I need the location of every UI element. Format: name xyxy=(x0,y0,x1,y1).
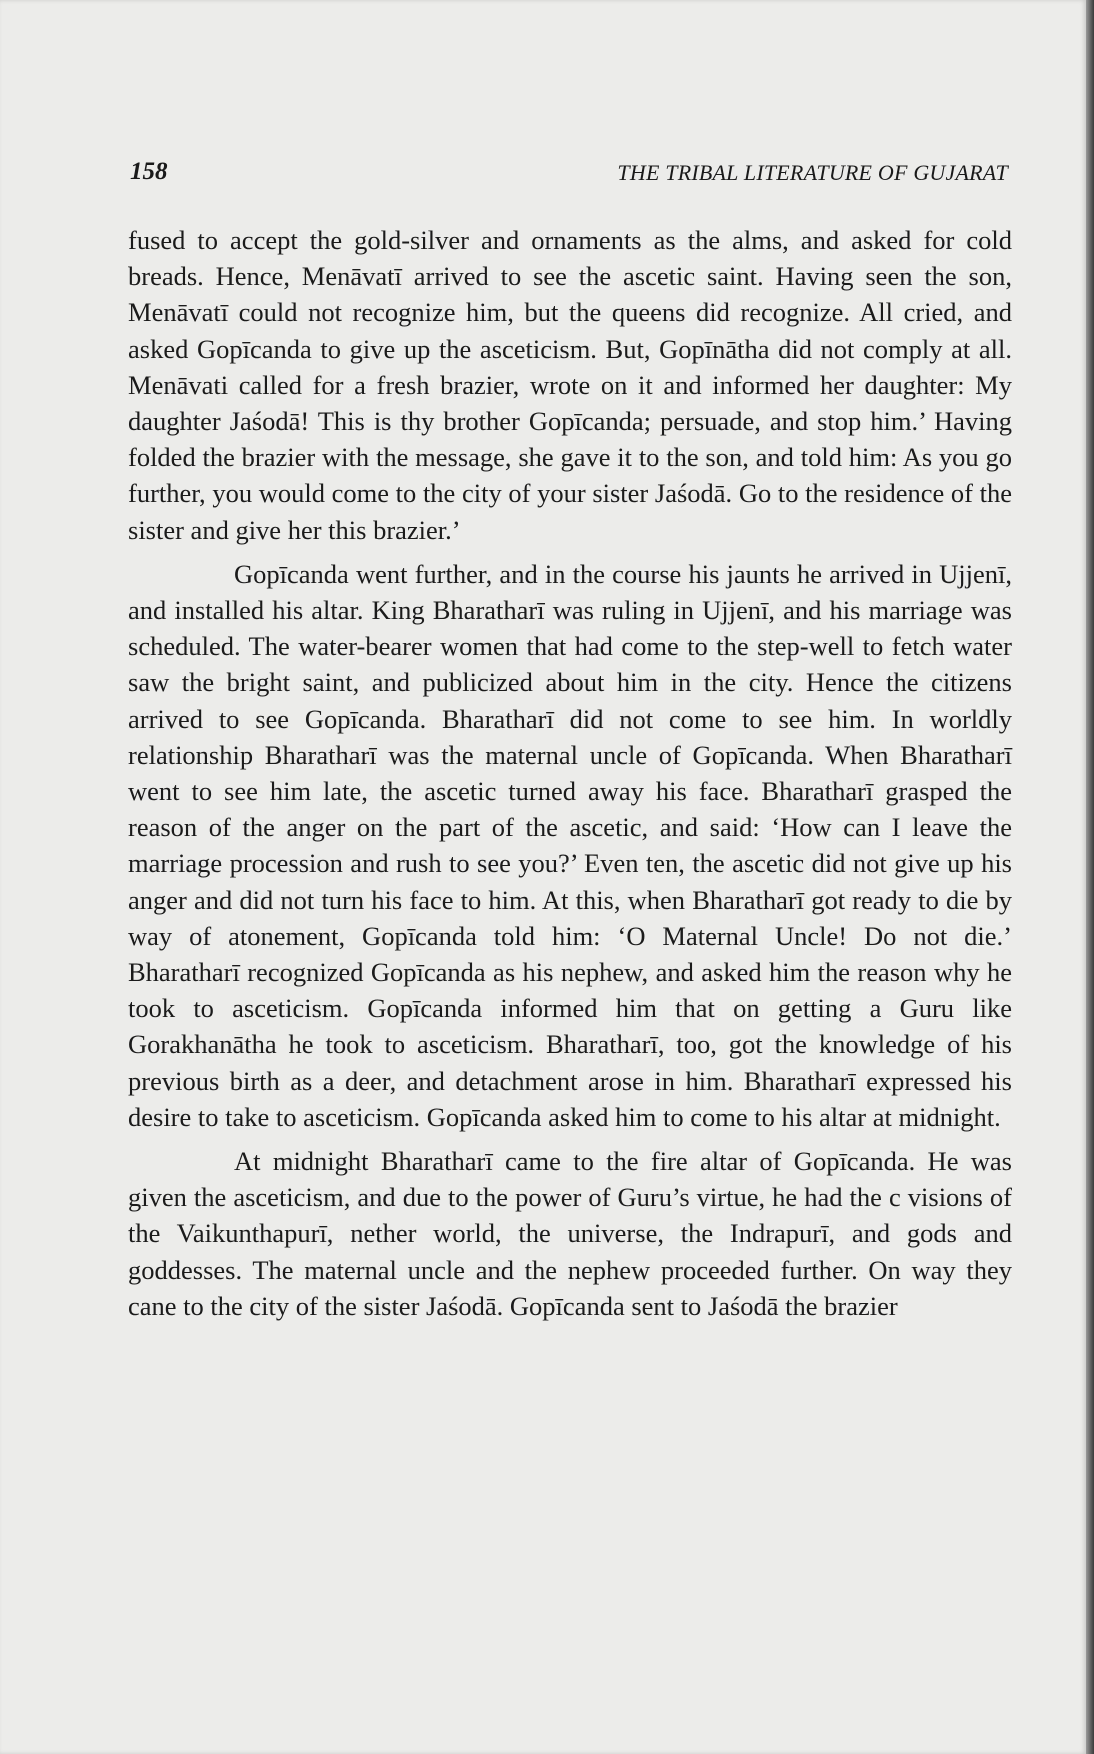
running-head: THE TRIBAL LITERATURE OF GUJARAT xyxy=(617,160,1008,185)
page-header xyxy=(130,158,1008,192)
page-edge xyxy=(1086,0,1094,1754)
body-text xyxy=(128,222,1012,1324)
page-number: 158 xyxy=(130,158,168,185)
paragraph-1: fused to accept the gold-silver and ornaments as the alms, and asked for cold breads. Hence, Menāvatī arrived to see the ascetic saint. Having seen the son, Menāvatī could not recognize him, but the queens did recognize. All cried, and asked Gopīcanda to give up the asceticism. But, Gopīnātha did not comply at all. Menāvati called for a fresh brazier, wrote on it and informed her daughter: My daughter Jaśodā! This is thy brother Gopīcanda; persuade, and stop him.’ Having folded the brazier with the message, she gave it to the son, and told him: As you go further, you would come to the city of your sister Jaśodā. Go to the residence of the sister and give her this brazier.’ xyxy=(128,225,1012,545)
paragraph-2: Gopīcanda went further, and in the course his jaunts he arrived in Ujjenī, and installed his altar. King Bharatharī was ruling in Ujjenī, and his marriage was scheduled. The water-bearer women that had come to the step-well to fetch water saw the bright saint, and publicized about him in the city. Hence the citizens arrived to see Gopīcanda. Bharatharī did not come to see him. In worldly relationship Bharatharī was the maternal uncle of Gopīcanda. When Bharatharī went to see him late, the ascetic turned away his face. Bharatharī grasped the reason of the anger on the part of the ascetic, and said: ‘How can I leave the marriage procession and rush to see you?’ Even ten, the ascetic did not give up his anger and did not turn his face to him. At this, when Bharatharī got ready to die by way of atonement, Gopīcanda told him: ‘O Maternal Uncle! Do not die.’ Bharatharī recognized Gopīcanda as his nephew, and asked him the reason why he took to asceticism. Gopīcanda informed him that on getting a Guru like Gorakhanātha he took to asceticism. Bharatharī, too, got the knowledge of his previous birth as a deer, and detachment arose in him. Bharatharī expressed his desire to take to asceticism. Gopīcanda asked him to come to his altar at midnight. xyxy=(128,558,1012,1132)
paragraph-3: At midnight Bharatharī came to the fire altar of Gopīcanda. He was given the asceticism, and due to the power of Guru’s virtue, he had the c visions of the Vaikunthapurī, nether world, the universe, the Indrapurī, and gods and goddesses. The maternal uncle and the nephew proceeded further. On way they cane to the city of the sister Jaśodā. Gopīcanda sent to Jaśodā the brazier xyxy=(128,1146,1012,1321)
